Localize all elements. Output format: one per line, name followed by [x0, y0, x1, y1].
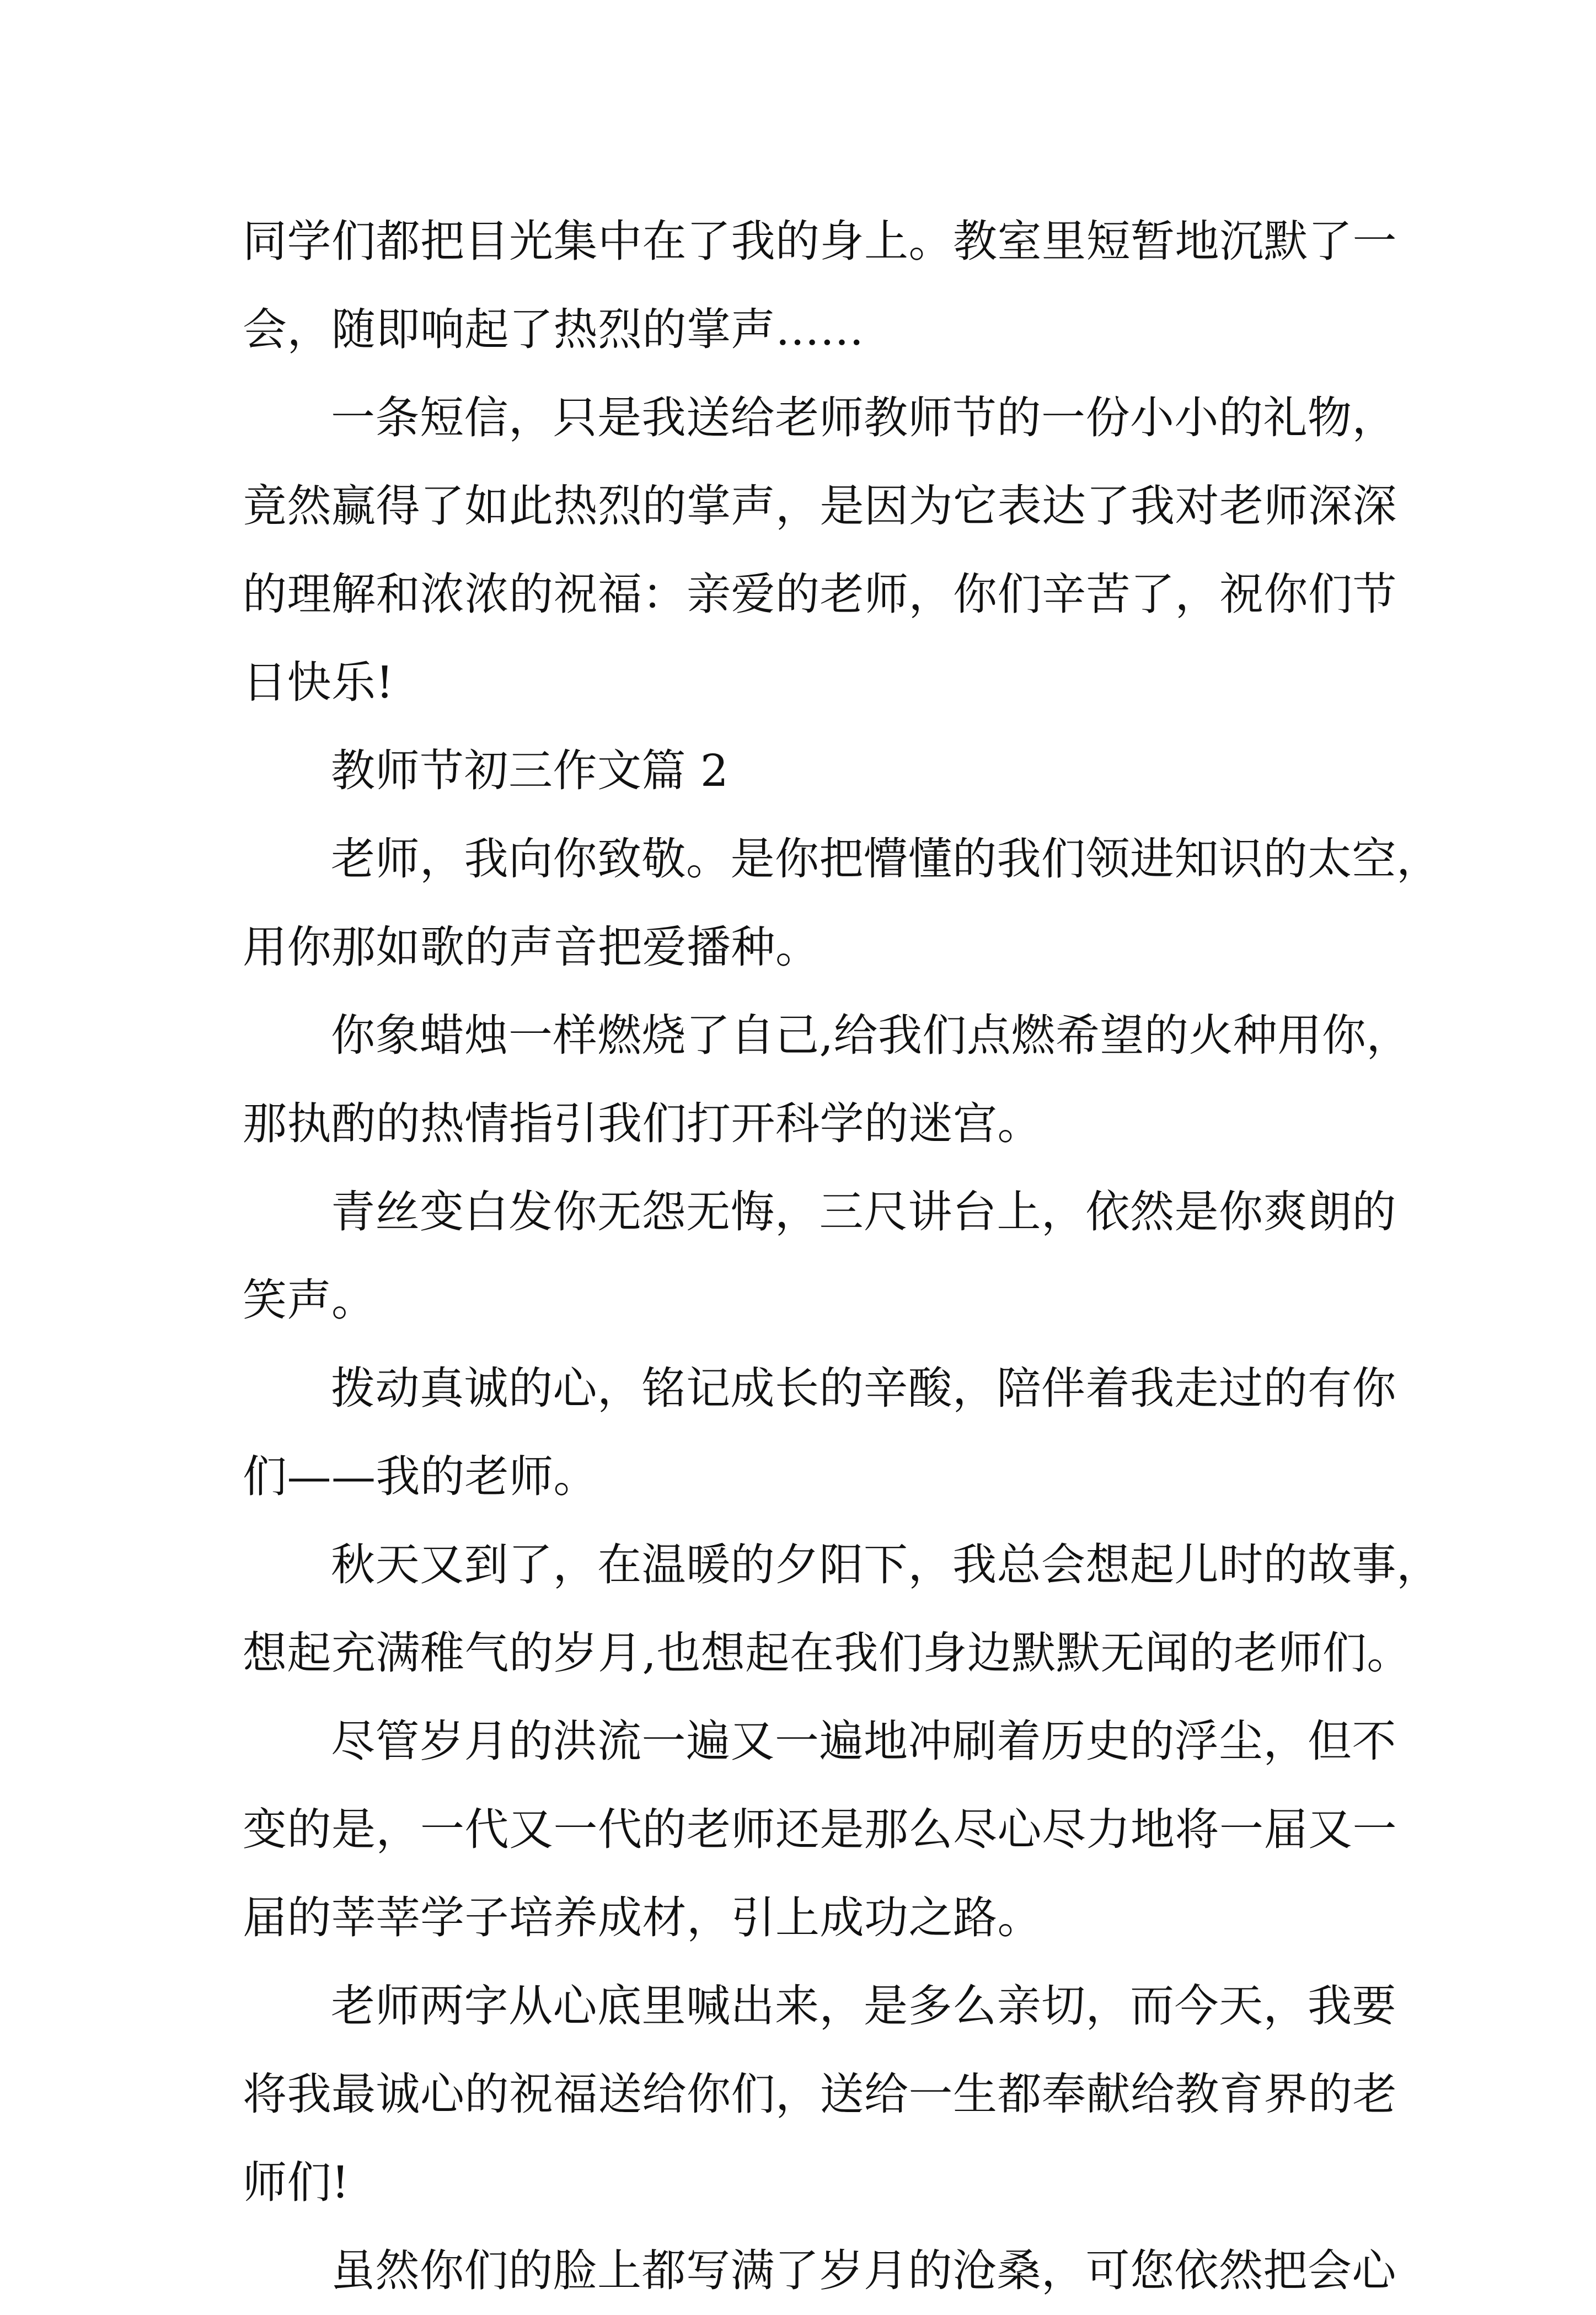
text-line: 师们! — [243, 2157, 350, 2208]
text-line: 老师，我向你致敬。是你把懵懂的我们领进知识的太空， — [331, 833, 1441, 885]
text-line: 变的是，一代又一代的老师还是那么尽心尽力地将一届又一 — [243, 1804, 1397, 1855]
text-line: 笑声。 — [243, 1274, 376, 1326]
text-line: 一条短信，只是我送给老师教师节的一份小小的礼物， — [331, 392, 1396, 443]
text-line: 的理解和浓浓的祝福：亲爱的老师，你们辛苦了，祝你们节 — [243, 569, 1397, 620]
text-line: 们——我的老师。 — [243, 1451, 598, 1502]
text-line: 尽管岁月的洪流一遍又一遍地冲刷着历史的浮尘，但不 — [331, 1716, 1396, 1767]
text-line: 秋天又到了，在温暖的夕阳下，我总会想起儿时的故事， — [331, 1539, 1441, 1590]
section-heading: 教师节初三作文篇 2 — [331, 745, 729, 796]
text-line: 用你那如歌的声音把爱播种。 — [243, 921, 820, 973]
text-line: 想起充满稚气的岁月,也想起在我们身边默默无闻的老师们。 — [243, 1627, 1411, 1679]
text-line: 同学们都把目光集中在了我的身上。教室里短暂地沉默了一 — [243, 216, 1397, 267]
text-line: 青丝变白发你无怨无悔，三尺讲台上，依然是你爽朗的 — [331, 1186, 1396, 1237]
text-line: 拨动真诚的心，铭记成长的辛酸，陪伴着我走过的有你 — [331, 1363, 1396, 1414]
document-body — [243, 197, 1441, 2315]
text-line: 那执酌的热情指引我们打开科学的迷宫。 — [243, 1098, 1042, 1149]
text-line: 届的莘莘学子培养成材，引上成功之路。 — [243, 1892, 1042, 1943]
text-line: 你象蜡烛一样燃烧了自己,给我们点燃希望的火种用你， — [331, 1010, 1411, 1061]
text-line: 会，随即响起了热烈的掌声…… — [243, 304, 864, 355]
text-line: 老师两字从心底里喊出来，是多么亲切，而今天，我要 — [331, 1980, 1396, 2032]
text-line: 将我最诚心的祝福送给你们，送给一生都奉献给教育界的老 — [243, 2069, 1397, 2120]
text-line: 虽然你们的脸上都写满了岁月的沧桑，可您依然把会心 — [331, 2245, 1396, 2296]
text-line: 竟然赢得了如此热烈的掌声，是因为它表达了我对老师深深 — [243, 480, 1397, 532]
text-line: 日快乐! — [243, 657, 394, 708]
